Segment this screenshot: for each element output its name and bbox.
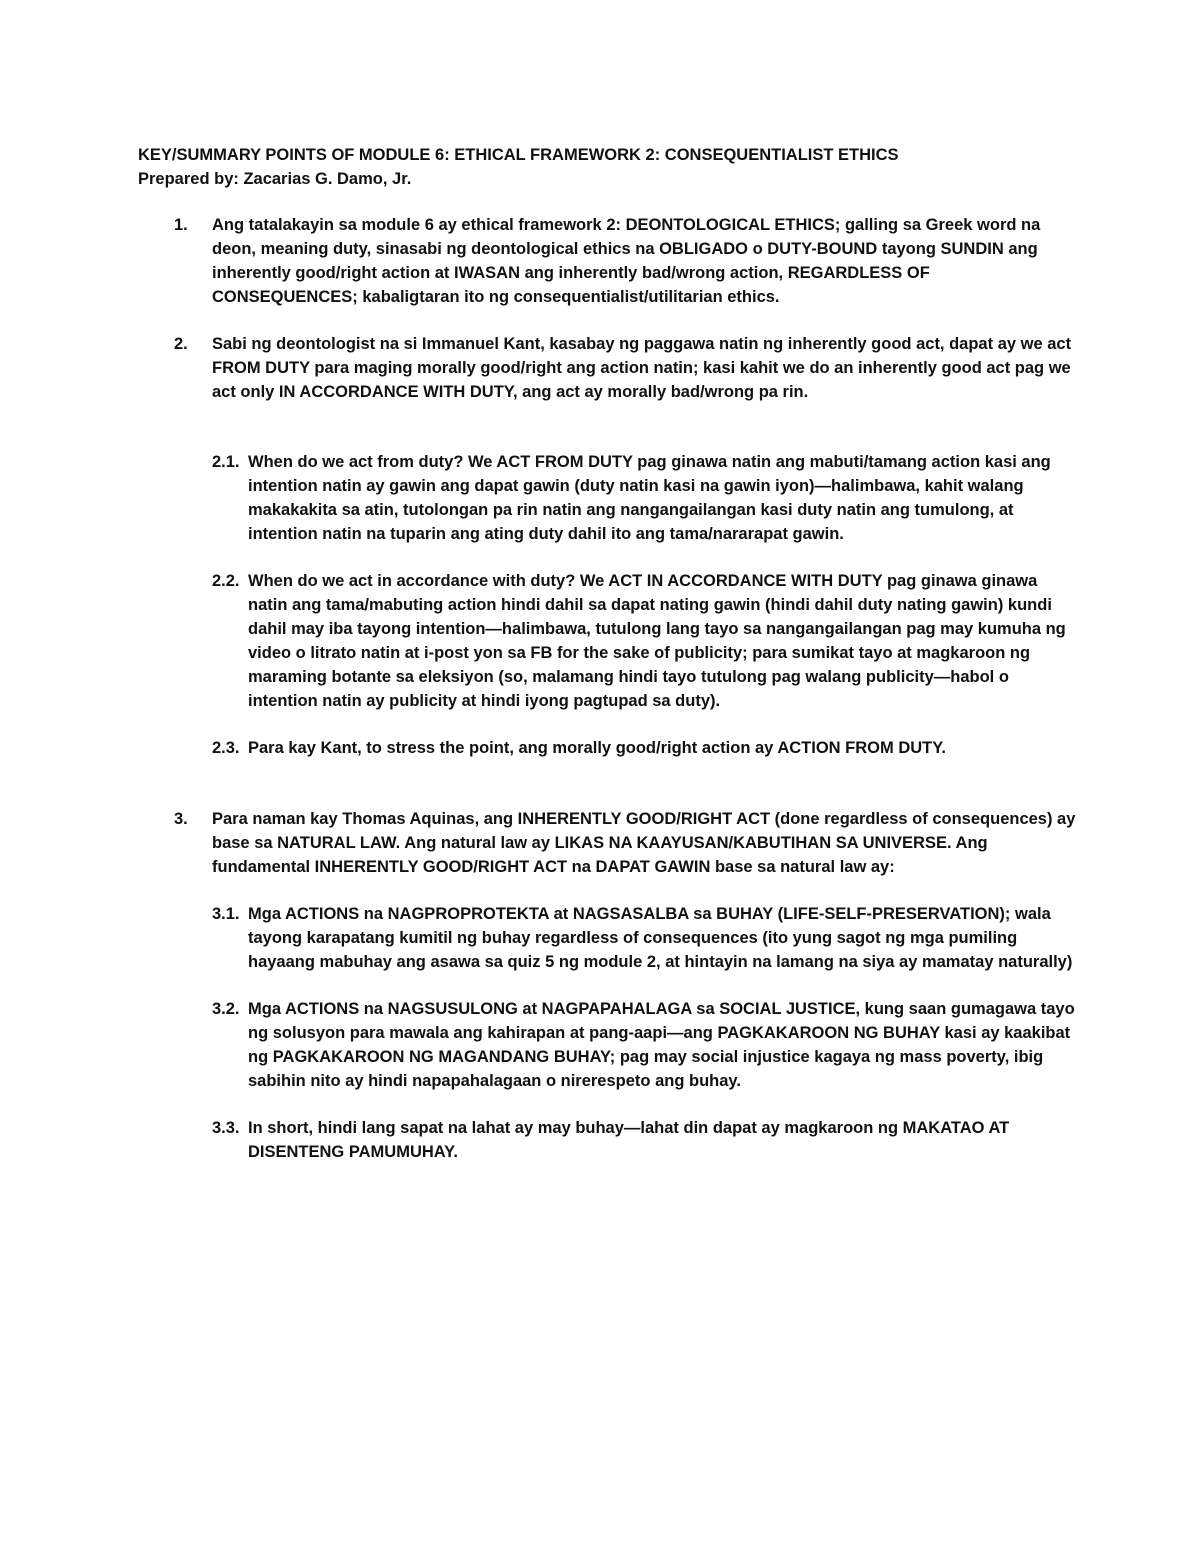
sub-item-number: 3.2. [212,1000,240,1018]
list-item-number: 3. [174,810,188,828]
document-body [138,213,1078,1164]
sub-item-number: 2.2. [212,572,240,590]
document-header [138,143,1078,191]
sub-item-2-1 [138,450,1078,546]
list-item-text: Para naman kay Thomas Aquinas, ang INHERENTLY GOOD/RIGHT ACT (done regardless of consequences) ay base sa NATURAL LAW. Ang natural law ay LIKAS NA KAAYUSAN/KABUTIHAN SA UNIVERSE. Ang fundamental INHERENTLY GOOD/RIGHT ACT na DAPAT GAWIN base sa natural law ay: [212,810,1076,876]
document-author: Prepared by: Zacarias G. Damo, Jr. [138,170,412,188]
sub-item-text: When do we act from duty? We ACT FROM DUTY pag ginawa natin ang mabuti/tamang action kasi ang intention natin ay gawin ang dapat gawin (duty natin kasi na gawin iyon)—halimbawa, kahit walang makakakita sa atin, tutolongan pa rin natin ang nangangailangan kasi duty natin ang tumulong, at intention natin na tuparin ang ating duty dahil ito ang tama/nararapat gawin. [248,453,1051,543]
sub-item-number: 3.1. [212,905,240,923]
sub-item-3-2 [138,997,1078,1093]
list-item-number: 2. [174,335,188,353]
list-item-text: Ang tatalakayin sa module 6 ay ethical framework 2: DEONTOLOGICAL ETHICS; galling sa Greek word na deon, meaning duty, sinasabi ng deontological ethics na OBLIGADO o DUTY-BOUND tayong SUNDIN ang inherently good/right action at IWASAN ang inherently bad/wrong action, REGARDLESS OF CONSEQUENCES; kabaligtaran ito ng consequentialist/utilitarian ethics. [212,216,1041,306]
list-item-3 [138,807,1078,879]
list-item-2 [138,332,1078,404]
sub-item-2-3 [138,736,1078,760]
document-title: KEY/SUMMARY POINTS OF MODULE 6: ETHICAL FRAMEWORK 2: CONSEQUENTIALIST ETHICS [138,146,899,164]
sub-item-number: 2.3. [212,739,240,757]
sub-item-text: In short, hindi lang sapat na lahat ay may buhay—lahat din dapat ay magkaroon ng MAKATAO AT DISENTENG PAMUMUHAY. [248,1119,1010,1161]
sub-item-text: When do we act in accordance with duty? We ACT IN ACCORDANCE WITH DUTY pag ginawa ginawa natin ang tama/mabuting action hindi dahil sa dapat nating gawin (hindi dahil duty nating gawin) kundi dahil may iba tayong intention—halimbawa, tutulong lang tayo sa nangangailangan pag may kumuha ng video o litrato natin at i-post yon sa FB for the sake of publicity; para sumikat tayo at magkaroon ng maraming botante sa eleksiyon (so, malamang hindi tayo tutulong pag walang publicity—habol o intention natin ay publicity at hindi iyong pagtupad sa duty). [248,572,1066,710]
sub-item-text: Mga ACTIONS na NAGSUSULONG at NAGPAPAHALAGA sa SOCIAL JUSTICE, kung saan gumagawa tayo ng solusyon para mawala ang kahirapan at pang-aapi—ang PAGKAKAROON NG BUHAY kasi ay kaakibat ng PAGKAKAROON NG MAGANDANG BUHAY; pag may social injustice kagaya ng mass poverty, ibig sabihin nito ay hindi napapahalagaan o nirerespeto ang buhay. [248,1000,1075,1090]
sub-item-number: 3.3. [212,1119,240,1137]
sub-item-text: Mga ACTIONS na NAGPROPROTEKTA at NAGSASALBA sa BUHAY (LIFE-SELF-PRESERVATION); wala tayong karapatang kumitil ng buhay regardless of consequences (ito yung sagot ng mga pumiling hayaang mabuhay ang asawa sa quiz 5 ng module 2, at hintayin na lamang na siya ay mamatay naturally) [248,905,1073,971]
sub-item-number: 2.1. [212,453,240,471]
list-item-1 [138,213,1078,309]
sub-item-text: Para kay Kant, to stress the point, ang morally good/right action ay ACTION FROM DUTY. [248,739,946,757]
list-item-text: Sabi ng deontologist na si Immanuel Kant, kasabay ng paggawa natin ng inherently good act, dapat ay we act FROM DUTY para maging morally good/right ang action natin; kasi kahit we do an inherently good act pag we act only IN ACCORDANCE WITH DUTY, ang act ay morally bad/wrong pa rin. [212,335,1072,401]
list-item-number: 1. [174,216,188,234]
sub-item-3-3 [138,1116,1078,1164]
sub-item-3-1 [138,902,1078,974]
sub-item-2-2 [138,569,1078,713]
